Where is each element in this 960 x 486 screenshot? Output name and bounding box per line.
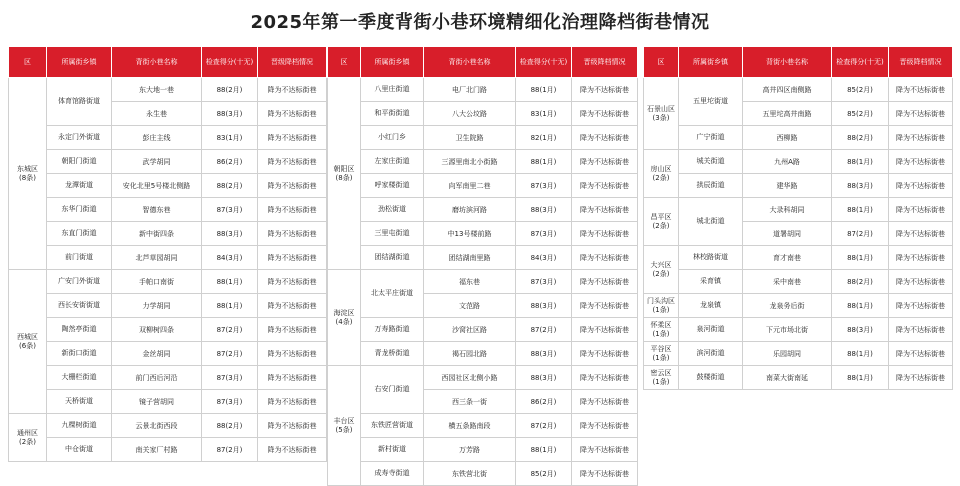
district-cell: 房山区 (2条) — [644, 150, 679, 198]
table-row — [644, 174, 953, 198]
street-cell: 小红门乡 — [361, 126, 424, 150]
score-cell: 87(3月) — [516, 222, 572, 246]
district-cell: 平谷区 (1条) — [644, 342, 679, 366]
status-cell: 降为不达标街巷 — [572, 246, 638, 270]
street-cell: 滨河街道 — [679, 342, 743, 366]
status-cell: 降为不达标街巷 — [889, 78, 953, 102]
street-cell: 体育馆路街道 — [47, 78, 112, 126]
status-cell: 降为不达标街巷 — [258, 198, 327, 222]
alley-cell: 南菜大街南延 — [743, 366, 832, 390]
table-row — [328, 246, 638, 270]
district-cell: 通州区 (2条) — [9, 414, 47, 462]
table-row — [328, 414, 638, 438]
district-cell: 密云区 (1条) — [644, 366, 679, 390]
score-cell: 86(2月) — [202, 150, 258, 174]
score-cell: 88(1月) — [202, 270, 258, 294]
alley-cell: 文范路 — [424, 294, 516, 318]
table-1 — [8, 46, 327, 462]
table-header-row — [328, 47, 638, 78]
alley-cell: 西园社区北侧小路 — [424, 366, 516, 390]
status-cell: 降为不达标街巷 — [889, 102, 953, 126]
status-cell: 降为不达标街巷 — [572, 150, 638, 174]
street-cell: 林校路街道 — [679, 246, 743, 270]
score-cell: 88(1月) — [832, 366, 889, 390]
district-cell: 昌平区 (2条) — [644, 198, 679, 246]
score-cell: 87(3月) — [202, 390, 258, 414]
score-cell: 86(2月) — [516, 390, 572, 414]
alley-cell: 大录科胡同 — [743, 198, 832, 222]
street-cell: 东铁匠营街道 — [361, 414, 424, 438]
status-cell: 降为不达标街巷 — [258, 222, 327, 246]
score-cell: 87(2月) — [202, 318, 258, 342]
table-row — [644, 294, 953, 318]
district-cell: 东城区 (8条) — [9, 78, 47, 270]
table-row — [644, 342, 953, 366]
score-cell: 87(3月) — [516, 270, 572, 294]
table-row — [9, 438, 327, 462]
street-cell: 龙潭街道 — [47, 174, 112, 198]
street-cell: 龙泉镇 — [679, 294, 743, 318]
status-cell: 降为不达标街巷 — [258, 246, 327, 270]
table-row — [644, 198, 953, 222]
status-cell: 降为不达标街巷 — [572, 222, 638, 246]
street-cell: 呼家楼街道 — [361, 174, 424, 198]
score-cell: 88(1月) — [832, 294, 889, 318]
alley-cell: 手帕口南街 — [112, 270, 202, 294]
alley-cell: 金丝胡同 — [112, 342, 202, 366]
alley-cell: 双柳树四条 — [112, 318, 202, 342]
alley-cell: 福东巷 — [424, 270, 516, 294]
header-alley: 背街小巷名称 — [424, 47, 516, 78]
status-cell: 降为不达标街巷 — [572, 318, 638, 342]
street-cell: 中仓街道 — [47, 438, 112, 462]
alley-cell: 中13号楼前路 — [424, 222, 516, 246]
score-cell: 88(1月) — [832, 198, 889, 222]
header-street: 所属街乡镇 — [47, 47, 112, 78]
street-cell: 广安门外街道 — [47, 270, 112, 294]
alley-cell: 育才南巷 — [743, 246, 832, 270]
score-cell: 87(2月) — [202, 342, 258, 366]
table-row — [9, 174, 327, 198]
status-cell: 降为不达标街巷 — [258, 174, 327, 198]
alley-cell: 永生巷 — [112, 102, 202, 126]
table-row — [328, 222, 638, 246]
table-row — [328, 318, 638, 342]
alley-cell: 万芳路 — [424, 438, 516, 462]
table-row — [9, 414, 327, 438]
table-header-row — [9, 47, 327, 78]
street-cell: 青龙桥街道 — [361, 342, 424, 366]
status-cell: 降为不达标街巷 — [258, 414, 327, 438]
page-title: 2025年第一季度背街小巷环境精细化治理降档街巷情况 — [250, 12, 710, 33]
header-district: 区 — [9, 47, 47, 78]
status-cell: 降为不达标街巷 — [572, 342, 638, 366]
score-cell: 87(3月) — [202, 198, 258, 222]
table-row — [328, 198, 638, 222]
street-cell: 右安门街道 — [361, 366, 424, 414]
score-cell: 87(2月) — [202, 438, 258, 462]
alley-cell: 磨坊滨河路 — [424, 198, 516, 222]
table-row — [9, 222, 327, 246]
score-cell: 83(1月) — [202, 126, 258, 150]
status-cell: 降为不达标街巷 — [258, 318, 327, 342]
table-row — [9, 318, 327, 342]
header-score: 检查得分(十无) — [832, 47, 889, 78]
header-score: 检查得分(十无) — [202, 47, 258, 78]
street-cell: 五里坨街道 — [679, 78, 743, 126]
alley-cell: 乐园胡同 — [743, 342, 832, 366]
status-cell: 降为不达标街巷 — [572, 126, 638, 150]
street-cell: 陶然亭街道 — [47, 318, 112, 342]
table-row — [328, 78, 638, 102]
alley-cell: 云景北街西段 — [112, 414, 202, 438]
score-cell: 88(2月) — [202, 414, 258, 438]
alley-cell: 下元市场北街 — [743, 318, 832, 342]
score-cell: 87(2月) — [516, 414, 572, 438]
alley-cell: 武学胡同 — [112, 150, 202, 174]
table-row — [9, 342, 327, 366]
street-cell: 团结湖街道 — [361, 246, 424, 270]
status-cell: 降为不达标街巷 — [258, 294, 327, 318]
alley-cell: 镜子营胡同 — [112, 390, 202, 414]
score-cell: 88(1月) — [516, 78, 572, 102]
score-cell: 84(3月) — [516, 246, 572, 270]
score-cell: 88(1月) — [832, 342, 889, 366]
street-cell: 东直门街道 — [47, 222, 112, 246]
score-cell: 87(3月) — [516, 174, 572, 198]
street-cell: 前门街道 — [47, 246, 112, 270]
alley-cell: 东铁营北街 — [424, 462, 516, 486]
street-cell: 采育镇 — [679, 270, 743, 294]
district-cell: 门头沟区 (1条) — [644, 294, 679, 318]
alley-cell: 向军南里二巷 — [424, 174, 516, 198]
street-cell: 泉河街道 — [679, 318, 743, 342]
district-cell: 丰台区 (5条) — [328, 366, 361, 486]
score-cell: 88(1月) — [516, 438, 572, 462]
alley-cell: 沙窝社区路 — [424, 318, 516, 342]
alley-cell: 力学胡同 — [112, 294, 202, 318]
table-row — [9, 294, 327, 318]
score-cell: 83(1月) — [516, 102, 572, 126]
table-row — [9, 270, 327, 294]
street-cell: 左家庄街道 — [361, 150, 424, 174]
status-cell: 降为不达标街巷 — [572, 78, 638, 102]
table-row — [9, 390, 327, 414]
header-status: 晋级降档情况 — [258, 47, 327, 78]
alley-cell: 横五条路南段 — [424, 414, 516, 438]
status-cell: 降为不达标街巷 — [889, 318, 953, 342]
district-cell: 石景山区 (3条) — [644, 78, 679, 150]
status-cell: 降为不达标街巷 — [889, 342, 953, 366]
street-cell: 新村街道 — [361, 438, 424, 462]
status-cell: 降为不达标街巷 — [572, 414, 638, 438]
alley-cell: 北芦草园胡同 — [112, 246, 202, 270]
table-row — [328, 150, 638, 174]
table-row — [9, 150, 327, 174]
table-row — [644, 78, 953, 102]
status-cell: 降为不达标街巷 — [572, 462, 638, 486]
score-cell: 88(1月) — [832, 246, 889, 270]
table-row — [9, 78, 327, 102]
score-cell: 88(3月) — [516, 294, 572, 318]
score-cell: 88(1月) — [516, 150, 572, 174]
street-cell: 大栅栏街道 — [47, 366, 112, 390]
status-cell: 降为不达标街巷 — [889, 366, 953, 390]
street-cell: 天桥街道 — [47, 390, 112, 414]
alley-cell: 褐石园北路 — [424, 342, 516, 366]
table-row — [328, 438, 638, 462]
alley-cell: 安化北里5号楼北侧路 — [112, 174, 202, 198]
status-cell: 降为不达标街巷 — [889, 222, 953, 246]
street-cell: 北太平庄街道 — [361, 270, 424, 318]
alley-cell: 前门西后河沿 — [112, 366, 202, 390]
score-cell: 85(2月) — [832, 102, 889, 126]
street-cell: 城关街道 — [679, 150, 743, 174]
street-cell: 八里庄街道 — [361, 78, 424, 102]
status-cell: 降为不达标街巷 — [889, 150, 953, 174]
street-cell: 拱辰街道 — [679, 174, 743, 198]
table-row — [328, 270, 638, 294]
score-cell: 88(3月) — [832, 318, 889, 342]
street-cell: 新街口街道 — [47, 342, 112, 366]
alley-cell: 五里坨高井南路 — [743, 102, 832, 126]
score-cell: 88(3月) — [202, 222, 258, 246]
header-status: 晋级降档情况 — [572, 47, 638, 78]
alley-cell: 采中南巷 — [743, 270, 832, 294]
table-row — [328, 102, 638, 126]
status-cell: 降为不达标街巷 — [258, 366, 327, 390]
street-cell: 劲松街道 — [361, 198, 424, 222]
header-alley: 背街小巷名称 — [112, 47, 202, 78]
table-row — [9, 198, 327, 222]
alley-cell: 八大公坟路 — [424, 102, 516, 126]
alley-cell: 智德东巷 — [112, 198, 202, 222]
status-cell: 降为不达标街巷 — [258, 126, 327, 150]
score-cell: 85(2月) — [516, 462, 572, 486]
alley-cell: 龙泉务后街 — [743, 294, 832, 318]
status-cell: 降为不达标街巷 — [258, 342, 327, 366]
street-cell: 西长安街街道 — [47, 294, 112, 318]
table-row — [644, 126, 953, 150]
score-cell: 88(2月) — [832, 126, 889, 150]
score-cell: 87(2月) — [516, 318, 572, 342]
status-cell: 降为不达标街巷 — [889, 294, 953, 318]
alley-cell: 彭庄主线 — [112, 126, 202, 150]
table-header-row — [644, 47, 953, 78]
score-cell: 87(2月) — [832, 222, 889, 246]
alley-cell: 西三条一街 — [424, 390, 516, 414]
score-cell: 88(2月) — [832, 270, 889, 294]
header-status: 晋级降档情况 — [889, 47, 953, 78]
alley-cell: 西柳路 — [743, 126, 832, 150]
alley-cell: 电厂北门路 — [424, 78, 516, 102]
street-cell: 鼓楼街道 — [679, 366, 743, 390]
status-cell: 降为不达标街巷 — [889, 270, 953, 294]
status-cell: 降为不达标街巷 — [572, 366, 638, 390]
table-row — [328, 342, 638, 366]
street-cell: 朝阳门街道 — [47, 150, 112, 174]
table-row — [9, 126, 327, 150]
table-row — [9, 246, 327, 270]
status-cell: 降为不达标街巷 — [258, 438, 327, 462]
status-cell: 降为不达标街巷 — [572, 174, 638, 198]
status-cell: 降为不达标街巷 — [889, 198, 953, 222]
status-cell: 降为不达标街巷 — [889, 246, 953, 270]
alley-cell: 高井四区南侧路 — [743, 78, 832, 102]
status-cell: 降为不达标街巷 — [889, 174, 953, 198]
score-cell: 88(1月) — [832, 150, 889, 174]
district-cell: 海淀区 (4条) — [328, 270, 361, 366]
table-2 — [327, 46, 638, 486]
score-cell: 82(1月) — [516, 126, 572, 150]
status-cell: 降为不达标街巷 — [572, 294, 638, 318]
status-cell: 降为不达标街巷 — [258, 270, 327, 294]
score-cell: 88(1月) — [202, 294, 258, 318]
table-3 — [643, 46, 953, 390]
table-row — [644, 318, 953, 342]
street-cell: 东华门街道 — [47, 198, 112, 222]
table-row — [644, 366, 953, 390]
score-cell: 87(3月) — [202, 366, 258, 390]
header-district: 区 — [328, 47, 361, 78]
table-row — [9, 366, 327, 390]
score-cell: 85(2月) — [832, 78, 889, 102]
alley-cell: 道署胡同 — [743, 222, 832, 246]
street-cell: 和平街街道 — [361, 102, 424, 126]
status-cell: 降为不达标街巷 — [258, 390, 327, 414]
alley-cell: 三源里南北小街路 — [424, 150, 516, 174]
street-cell: 永定门外街道 — [47, 126, 112, 150]
status-cell: 降为不达标街巷 — [572, 390, 638, 414]
score-cell: 88(3月) — [832, 174, 889, 198]
street-cell: 广宁街道 — [679, 126, 743, 150]
alley-cell: 卫生院路 — [424, 126, 516, 150]
street-cell: 三里屯街道 — [361, 222, 424, 246]
table-row — [644, 150, 953, 174]
street-cell: 成寿寺街道 — [361, 462, 424, 486]
status-cell: 降为不达标街巷 — [572, 198, 638, 222]
street-cell: 城北街道 — [679, 198, 743, 246]
table-row — [328, 174, 638, 198]
street-cell: 万寿路街道 — [361, 318, 424, 342]
score-cell: 88(2月) — [202, 174, 258, 198]
table-row — [328, 366, 638, 390]
alley-cell: 新中街四条 — [112, 222, 202, 246]
table-row — [644, 246, 953, 270]
alley-cell: 东大地一巷 — [112, 78, 202, 102]
alley-cell: 建华路 — [743, 174, 832, 198]
score-cell: 84(3月) — [202, 246, 258, 270]
street-cell: 九棵树街道 — [47, 414, 112, 438]
header-street: 所属街乡镇 — [361, 47, 424, 78]
table-row — [644, 270, 953, 294]
district-cell: 怀柔区 (1条) — [644, 318, 679, 342]
district-cell: 大兴区 (2条) — [644, 246, 679, 294]
status-cell: 降为不达标街巷 — [258, 150, 327, 174]
status-cell: 降为不达标街巷 — [258, 102, 327, 126]
header-street: 所属街乡镇 — [679, 47, 743, 78]
status-cell: 降为不达标街巷 — [572, 438, 638, 462]
table-row — [328, 126, 638, 150]
status-cell: 降为不达标街巷 — [258, 78, 327, 102]
status-cell: 降为不达标街巷 — [889, 126, 953, 150]
score-cell: 88(3月) — [202, 102, 258, 126]
status-cell: 降为不达标街巷 — [572, 102, 638, 126]
score-cell: 88(3月) — [516, 366, 572, 390]
alley-cell: 团结湖南里路 — [424, 246, 516, 270]
header-alley: 背街小巷名称 — [743, 47, 832, 78]
alley-cell: 九州A路 — [743, 150, 832, 174]
district-cell: 朝阳区 (8条) — [328, 78, 361, 270]
district-cell: 西城区 (6条) — [9, 270, 47, 414]
score-cell: 88(2月) — [202, 78, 258, 102]
score-cell: 88(3月) — [516, 342, 572, 366]
alley-cell: 南关家厂村路 — [112, 438, 202, 462]
table-row — [328, 462, 638, 486]
score-cell: 88(3月) — [516, 198, 572, 222]
header-score: 检查得分(十无) — [516, 47, 572, 78]
status-cell: 降为不达标街巷 — [572, 270, 638, 294]
header-district: 区 — [644, 47, 679, 78]
